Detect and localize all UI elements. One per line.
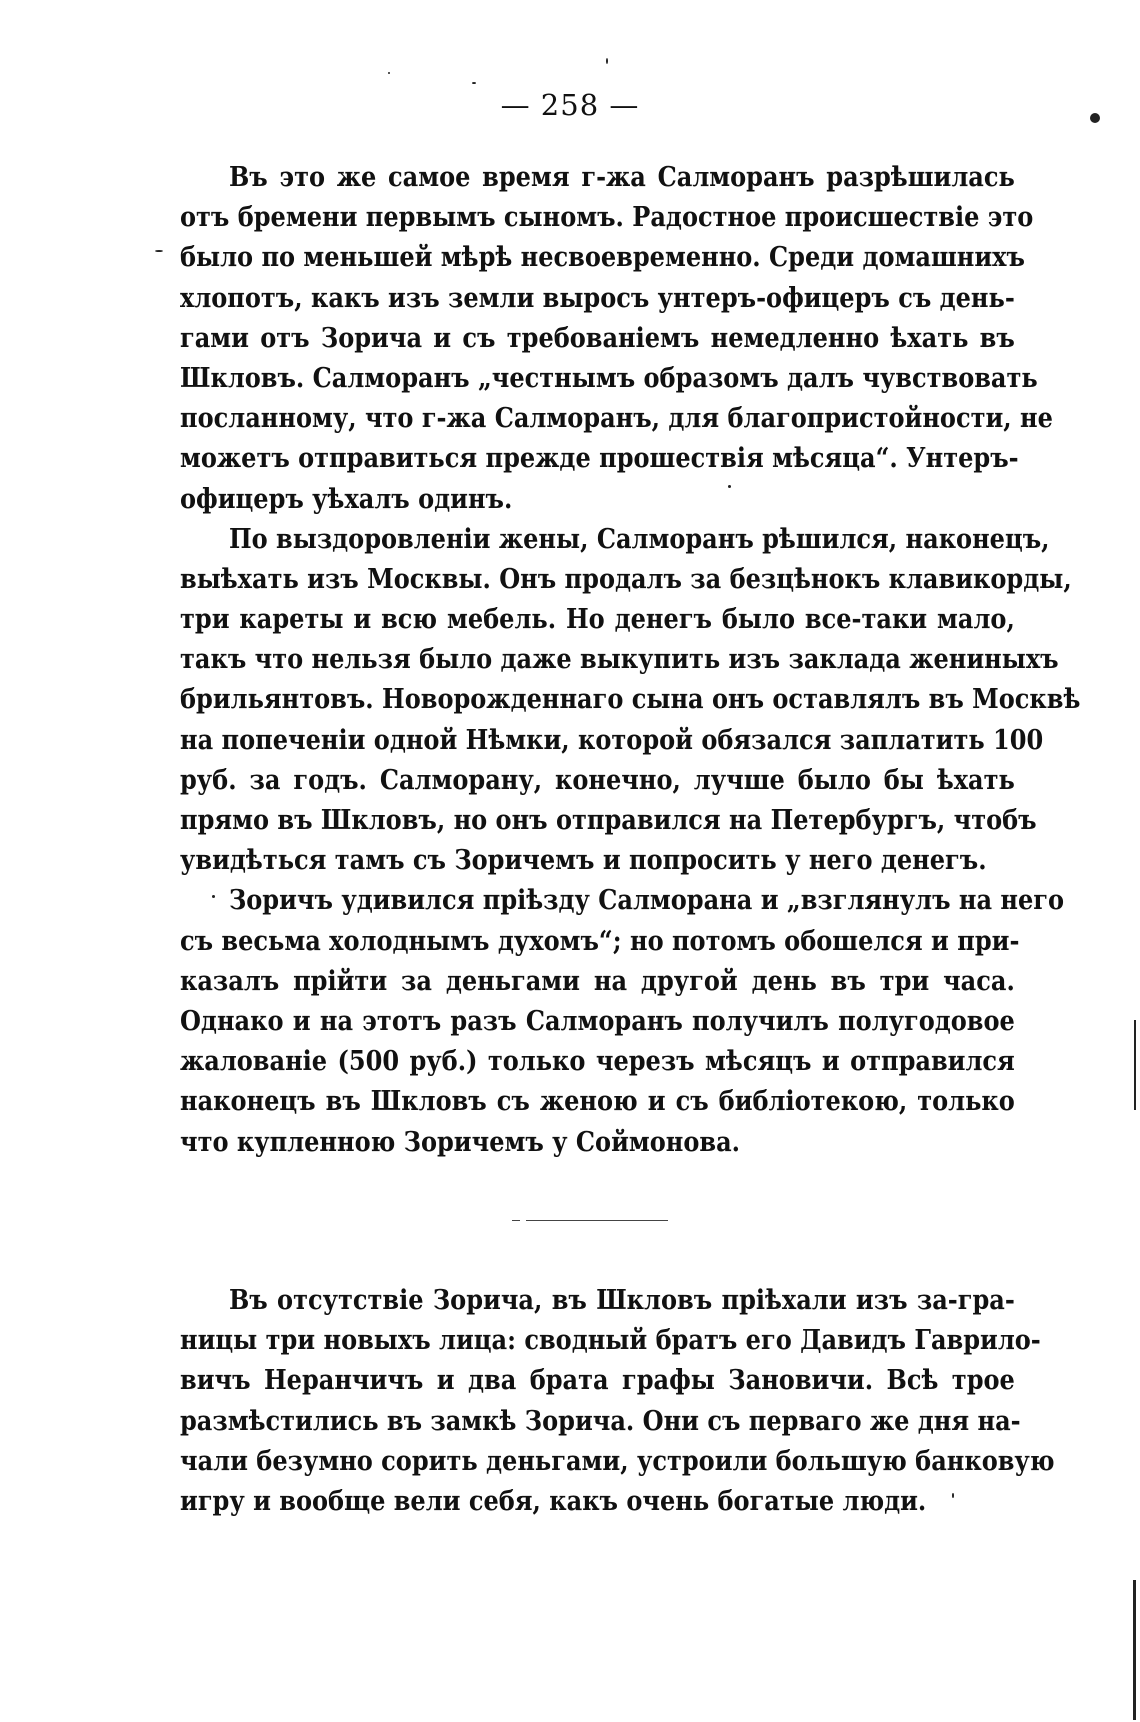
text-line: По выздоровленіи жены, Салморанъ рѣшился, наконецъ, [228,523,1050,555]
text-line: ницы три новыхъ лица: сводный братъ его Давидъ Гаврило- [180,1325,1041,1357]
ink-speck [472,82,476,84]
text-line: прямо въ Шкловъ, но онъ отправился на Петербургъ, чтобъ [180,805,1037,836]
section-separator-dash [512,1220,520,1221]
text-line: наконецъ въ Шкловъ съ женою и съ библіотекою, только [180,1086,1015,1118]
text-line: Зоричъ удивился пріѣзду Салморана и „взглянулъ на него [228,885,1065,917]
paragraph-4 [180,1281,1055,1522]
text-line: брильянтовъ. Новорожденнаго сына онъ оставлялъ въ Москвѣ [180,684,1081,716]
ink-speck [1090,113,1100,123]
text-line: Въ отсутствіе Зорича, въ Шкловъ пріѣхали изъ за-гра- [228,1285,1015,1316]
ink-speck [155,250,163,252]
text-line: игру и вообще вели себя, какъ очень богатые люди. [180,1485,927,1517]
page-edge-mark [1134,1020,1136,1110]
text-line: посланному, что г-жа Салморанъ, для благопристойности, не [180,403,1053,435]
text-line: Однако и на этотъ разъ Салморанъ получилъ полугодовое [180,1005,1015,1037]
text-line: Въ это же самое время г-жа Салморанъ разрѣшилась [228,162,1015,193]
paragraph-3 [180,881,1065,1162]
text-line: можетъ отправиться прежде прошествія мѣсяца“. Унтеръ- [180,443,1019,475]
text-line: отъ бремени первымъ сыномъ. Радостное происшествіе это [180,202,1034,234]
text-line: хлопотъ, какъ изъ земли выросъ унтеръ-офицеръ съ день- [180,282,1015,314]
text-line: что купленною Зоричемъ у Соймонова. [180,1126,741,1158]
text-line: было по меньшей мѣрѣ несвоевременно. Среди домашнихъ [180,242,1025,274]
ink-speck [212,895,215,898]
ink-speck [606,58,608,64]
text-line: увидѣться тамъ съ Зоричемъ и попросить у него денегъ. [180,845,987,877]
text-line: жалованіе (500 руб.) только черезъ мѣсяцъ и отправился [180,1046,1015,1078]
ink-speck [388,72,390,74]
text-line: гами отъ Зорича и съ требованіемъ немедленно ѣхать въ [180,322,1015,354]
text-line: Шкловъ. Салморанъ „честнымъ образомъ далъ чувствовать [180,362,1038,394]
text-line: размѣстились въ замкѣ Зорича. Они съ перваго же дня на- [180,1405,1021,1437]
paragraph-2 [180,520,1081,882]
page-edge-mark [1133,1580,1136,1720]
text-line: три кареты и всю мебель. Но денегъ было все-таки мало, [180,604,1015,636]
section-text-block [180,1281,1055,1522]
text-line: чали безумно сорить деньгами, устроили большую банковую [180,1445,1055,1477]
ink-speck [952,1493,954,1498]
text-line: казалъ прійти за деньгами на другой день въ три часа. [180,965,1015,997]
text-line: руб. за годъ. Салморану, конечно, лучше было бы ѣхать [180,764,1015,796]
text-line: съ весьма холоднымъ духомъ“; но потомъ обошелся и при- [180,925,1020,957]
paragraph-1 [180,158,1053,520]
text-line: такъ что нельзя было даже выкупить изъ заклада жениныхъ [180,644,1059,676]
main-text-block [180,158,1081,1163]
text-line: вичъ Неранчичъ и два брата графы Зановичи. Всѣ трое [180,1365,1015,1397]
text-line: офицеръ уѣхалъ одинъ. [180,483,513,515]
text-line: выѣхать изъ Москвы. Онъ продалъ за безцѣнокъ клавикорды, [180,563,1072,595]
page-number: — 258 — [500,88,640,122]
section-separator [526,1220,668,1221]
ink-speck [728,485,731,488]
text-line: на попеченіи одной Нѣмки, которой обязался заплатить 100 [180,724,1044,756]
